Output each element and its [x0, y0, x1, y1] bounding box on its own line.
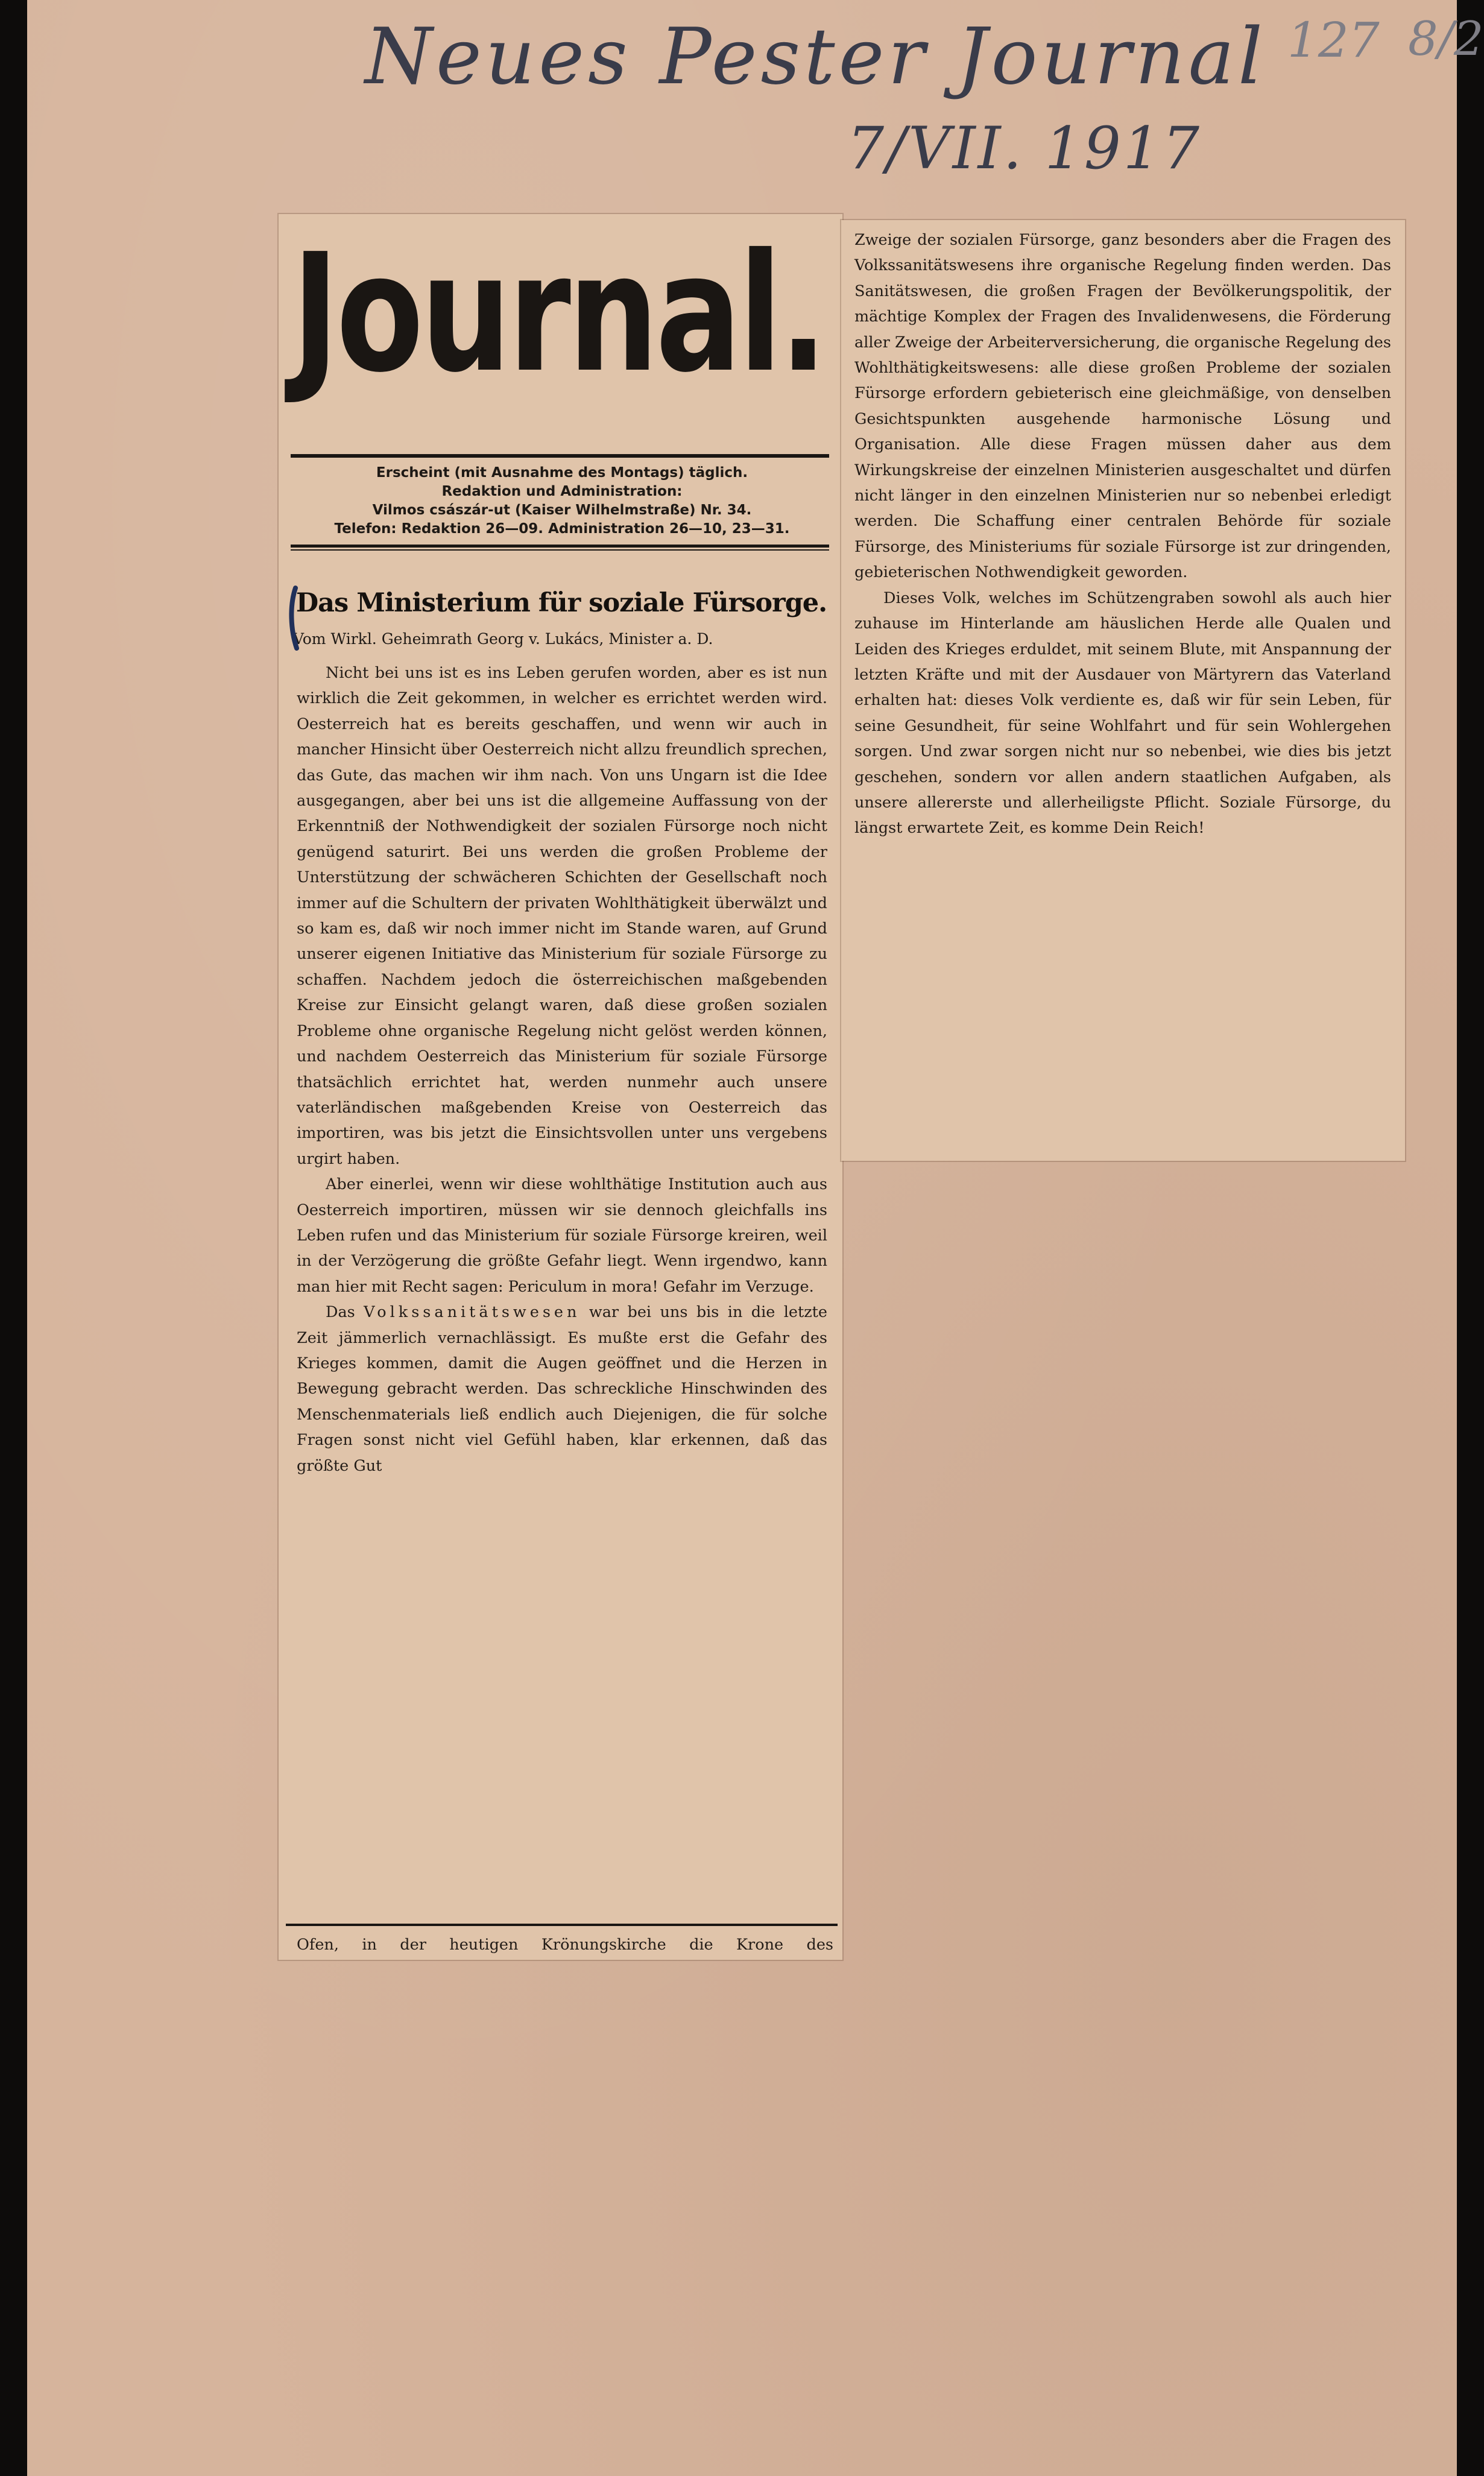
spaced-term: Volkssanitätswesen: [364, 1303, 581, 1322]
paragraph-lead: Das: [326, 1303, 355, 1322]
paragraph: Nicht bei uns ist es ins Leben gerufen worden, aber es ist nun wirklich die Zeit gekommen, in welcher es errichtet werden wird. Oesterreich hat es bereits geschaffen, und wenn wir auch in mancher Hinsicht über Oesterreich nicht allzu freundlich sprechen, das Gute, das machen wir ihm nach. Von uns Ungarn ist die Idee ausgegangen, aber bei uns ist die allgemeine Auffassung von der Erkenntniß der Nothwendigkeit der sozialen Fürsorge noch nicht genügend saturirt. Bei uns werden die großen Probleme der Unterstützung der schwächeren Schichten der Gesellschaft noch immer auf die Schultern der privaten Wohlthätigkeit überwälzt und so kam es, daß wir noch immer nicht im Stande waren, auf Grund unserer eigenen Initiative das Ministerium für soziale Fürsorge zu schaffen. Nachdem jedoch die österreichischen maßgebenden Kreise zur Einsicht gelangt waren, daß diese großen sozialen Probleme ohne organische Regelung nicht gelöst werden können, und nachdem Oesterreich das Ministerium für soziale Fürsorge thatsächlich errichtet hat, werden nunmehr auch unsere vaterländischen maßgebenden Kreise von Oesterreich das importiren, was bis jetzt die Einsichtsvollen unter uns vergebens urgirt haben.: [297, 664, 827, 1168]
newspaper-masthead: Journal.: [292, 218, 825, 408]
article-byline: Vom Wirkl. Geheimrath Georg v. Lukács, Minister a. D.: [293, 630, 713, 648]
continued-line: Ofen, in der heutigen Krönungskirche die Krone des: [297, 1936, 833, 1954]
clipping-left-column: [279, 214, 842, 1960]
masthead-rule: [291, 454, 829, 458]
article-body-right: [854, 227, 1391, 841]
info-frequency: Erscheint (mit Ausnahme des Montags) täglich.: [376, 465, 748, 481]
paragraph: Zweige der sozialen Fürsorge, ganz besonders aber die Fragen des Volkssanitätswesens ihre organische Regelung finden werden. Das Sanitätswesen, die großen Fragen der Bevölkerungspolitik, der mächtige Komplex der Fragen des Invalidenwesens, die Förderung aller Zweige der Arbeiterversicherung, die organische Regelung des Wohlthätigkeitswesens: alle diese großen Probleme der sozialen Fürsorge erfordern gebieterisch eine gleichmäßige, von denselben Gesichtspunkten ausgehende harmonische Lösung und Organisation. Alle diese Fragen müssen daher aus dem Wirkungskreise der einzelnen Ministerien ausgeschaltet und dürfen nicht länger in den einzelnen Ministerien nur so nebenbei erledigt werden. Die Schaffung einer centralen Behörde für soziale Fürsorge, des Ministeriums für soziale Fürsorge ist zur dringenden, gebieterischen Nothwendigkeit geworden.: [854, 231, 1391, 582]
column-break-rule: [286, 1924, 838, 1926]
handwritten-corner-mark: 8/2: [1408, 12, 1484, 66]
paragraph-rest: war bei uns bis in die letzte Zeit jämmerlich vernachlässigt. Es mußte erst die Gefahr des Krieges kommen, damit die Augen geöffnet und die Herzen in Bewegung gebracht werden. Das schreckliche Hinschwinden des Menschenmaterials ließ endlich auch Diejenigen, die für solche Fragen sonst nicht viel Gefühl haben, klar erkennen, daß das größte Gut: [297, 1303, 828, 1475]
paragraph: Aber einerlei, wenn wir diese wohlthätige Institution auch aus Oesterreich importiren, müssen wir sie dennoch gleichfalls ins Leben rufen und das Ministerium für soziale Fürsorge kreiren, weil in der Verzögerung die größte Gefahr liegt. Wenn irgendwo, kann man hier mit Recht sagen: Periculum in mora! Gefahr im Verzuge.: [297, 1175, 827, 1296]
handwritten-source-title: Neues Pester Journal: [365, 12, 1266, 102]
pen-mark: [279, 582, 315, 654]
info-rule-thin: [291, 549, 829, 551]
handwritten-date: 7/VII. 1917: [847, 115, 1202, 182]
info-rule: [291, 545, 829, 548]
paragraph: [297, 1300, 827, 1479]
clipping-right-column: [841, 220, 1405, 1161]
info-editorial: Redaktion und Administration:: [441, 484, 683, 499]
article-headline: Das Ministerium für soziale Fürsorge.: [295, 588, 827, 618]
info-telephone: Telefon: Redaktion 26—09. Administration 26—10, 23—31.: [334, 521, 790, 537]
paragraph: Dieses Volk, welches im Schützengraben sowohl als auch hier zuhause im Hinterlande am häuslichen Herde alle Qualen und Leiden des Krieges erduldet, mit seinem Blute, mit Anspannung der letzten Kräfte und mit der Ausdauer von Märtyrern das Vaterland erhalten hat: dieses Volk verdiente es, daß wir für sein Leben, für seine Gesundheit, für seine Wohlfahrt und für sein Wohlergehen sorgen. Und zwar sorgen nicht nur so nebenbei, wie dies bis jetzt geschehen, sondern vor allen andern staatlichen Aufgaben, als unsere allererste und allerheiligste Pflicht. Soziale Fürsorge, du längst erwartete Zeit, es komme Dein Reich!: [854, 589, 1391, 838]
article-body-left: [297, 660, 827, 1479]
handwritten-number: 127: [1287, 12, 1380, 68]
info-address: Vilmos császár-ut (Kaiser Wilhelmstraße) Nr. 34.: [372, 502, 752, 518]
